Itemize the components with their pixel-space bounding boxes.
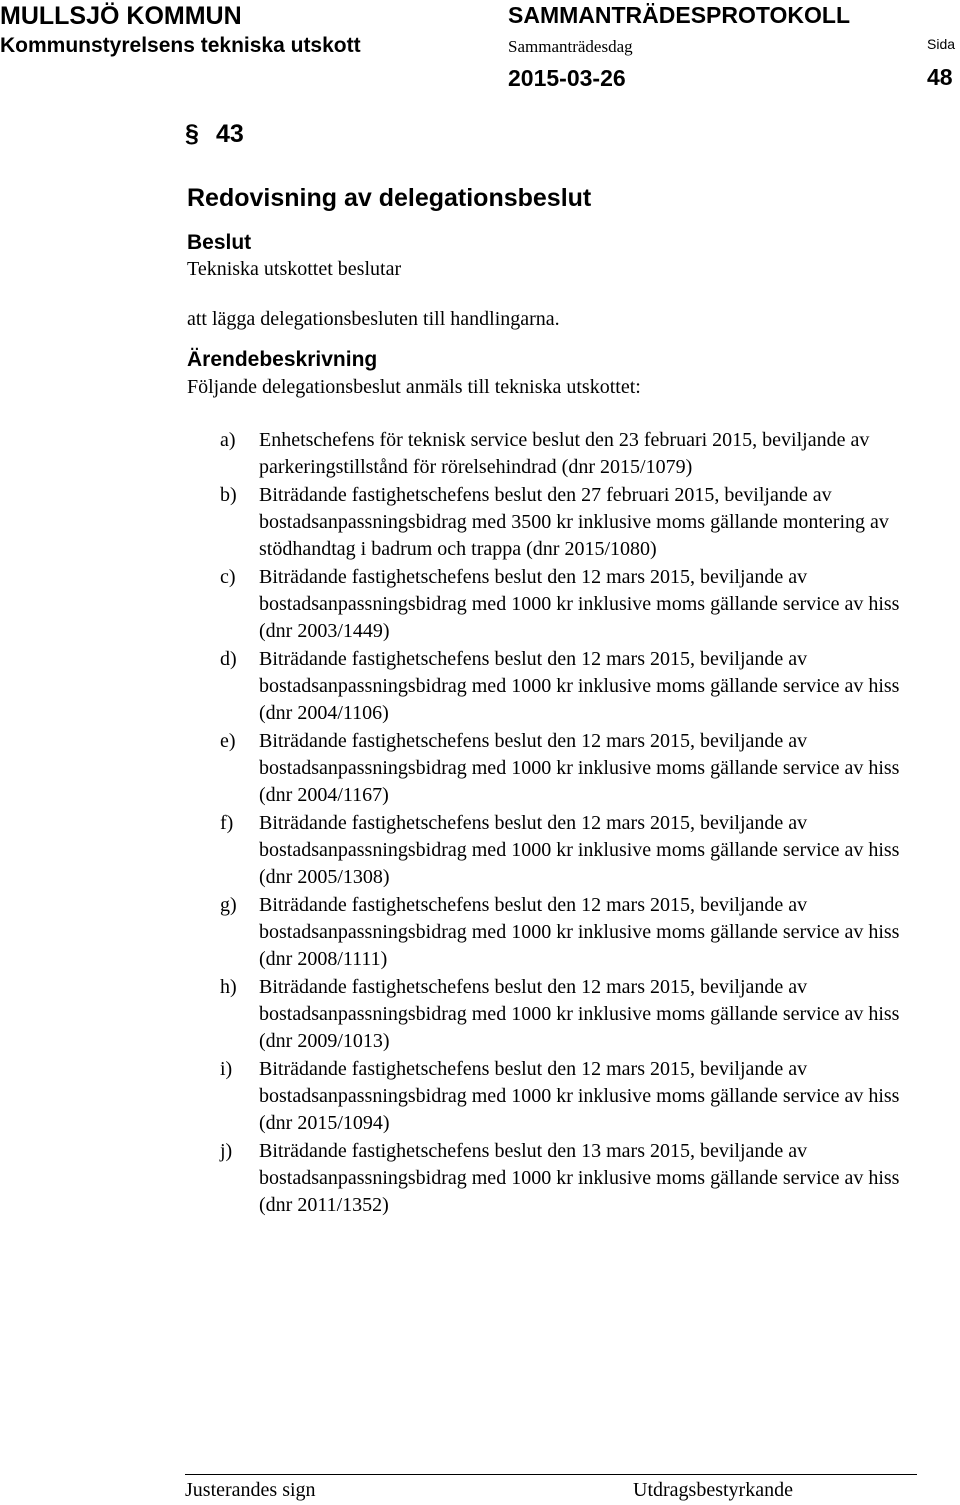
list-item	[220, 1138, 925, 1220]
beslut-text-2: att lägga delegationsbesluten till handlingarna.	[187, 308, 560, 330]
list-item-label: j)	[220, 1139, 233, 1162]
list-item-text: Biträdande fastighetschefens beslut den 27 februari 2015, beviljande av bostadsanpassningsbidrag med 3500 kr inklusive moms gällande montering av stödhandtag i badrum och trappa (dnr 2015/1080)	[259, 483, 889, 561]
section-symbol: §	[185, 120, 199, 148]
beslut-text-1: Tekniska utskottet beslutar	[187, 258, 402, 280]
list-item	[220, 974, 925, 1056]
organization-name: MULLSJÖ KOMMUN	[0, 2, 242, 30]
list-item	[220, 810, 925, 892]
list-item	[220, 564, 925, 646]
paragraph-heading	[185, 120, 244, 149]
page-title: Redovisning av delegationsbeslut	[187, 184, 592, 212]
list-item-text: Biträdande fastighetschefens beslut den 12 mars 2015, beviljande av bostadsanpassningsbidrag med 1000 kr inklusive moms gällande service av hiss (dnr 2008/1111)	[259, 893, 900, 971]
page-label: Sida	[927, 36, 956, 52]
list-item-label: c)	[220, 565, 236, 588]
list-item	[220, 728, 925, 810]
page-number: 48	[927, 64, 953, 90]
list-item-text: Biträdande fastighetschefens beslut den 12 mars 2015, beviljande av bostadsanpassningsbidrag med 1000 kr inklusive moms gällande service av hiss (dnr 2004/1167)	[259, 729, 900, 807]
list-item-text: Biträdande fastighetschefens beslut den 12 mars 2015, beviljande av bostadsanpassningsbidrag med 1000 kr inklusive moms gällande service av hiss (dnr 2009/1013)	[259, 975, 900, 1053]
list-item-text: Biträdande fastighetschefens beslut den 12 mars 2015, beviljande av bostadsanpassningsbidrag med 1000 kr inklusive moms gällande service av hiss (dnr 2003/1449)	[259, 565, 900, 643]
list-item-label: f)	[220, 811, 234, 834]
decision-list	[220, 427, 925, 1220]
document-type: SAMMANTRÄDESPROTOKOLL	[508, 2, 851, 28]
committee-name: Kommunstyrelsens tekniska utskott	[0, 34, 361, 57]
footer-extract-label: Utdragsbestyrkande	[633, 1479, 793, 1501]
arende-heading: Ärendebeskrivning	[187, 348, 378, 371]
list-item	[220, 427, 925, 482]
list-item-label: a)	[220, 429, 236, 451]
beslut-heading: Beslut	[187, 231, 252, 254]
paragraph-number: 43	[215, 120, 244, 148]
list-item-text: Biträdande fastighetschefens beslut den 13 mars 2015, beviljande av bostadsanpassningsbidrag med 1000 kr inklusive moms gällande service av hiss (dnr 2011/1352)	[259, 1139, 900, 1217]
list-item-text: Biträdande fastighetschefens beslut den 12 mars 2015, beviljande av bostadsanpassningsbidrag med 1000 kr inklusive moms gällande service av hiss (dnr 2005/1308)	[259, 811, 900, 889]
list-item-text: Biträdande fastighetschefens beslut den 12 mars 2015, beviljande av bostadsanpassningsbidrag med 1000 kr inklusive moms gällande service av hiss (dnr 2015/1094)	[259, 1057, 900, 1135]
list-item	[220, 646, 925, 728]
footer-sign-label: Justerandes sign	[185, 1479, 316, 1501]
meeting-date: 2015-03-26	[508, 65, 626, 91]
list-item	[220, 1056, 925, 1138]
list-item-text: Enhetschefens för teknisk service beslut den 23 februari 2015, beviljande av parkeringstillstånd för rörelsehindrad (dnr 2015/1079)	[259, 429, 870, 479]
list-item-label: e)	[220, 729, 236, 752]
meeting-date-label: Sammanträdesdag	[508, 37, 633, 56]
list-item-label: d)	[220, 647, 237, 670]
list-item-label: g)	[220, 893, 237, 916]
list-item-text: Biträdande fastighetschefens beslut den 12 mars 2015, beviljande av bostadsanpassningsbidrag med 1000 kr inklusive moms gällande service av hiss (dnr 2004/1106)	[259, 647, 900, 725]
list-item	[220, 482, 925, 564]
list-item	[220, 892, 925, 974]
list-item-label: b)	[220, 483, 237, 506]
footer-divider	[185, 1474, 917, 1475]
arende-intro: Följande delegationsbeslut anmäls till tekniska utskottet:	[187, 376, 641, 398]
list-item-label: h)	[220, 975, 237, 998]
list-item-label: i)	[220, 1057, 233, 1080]
